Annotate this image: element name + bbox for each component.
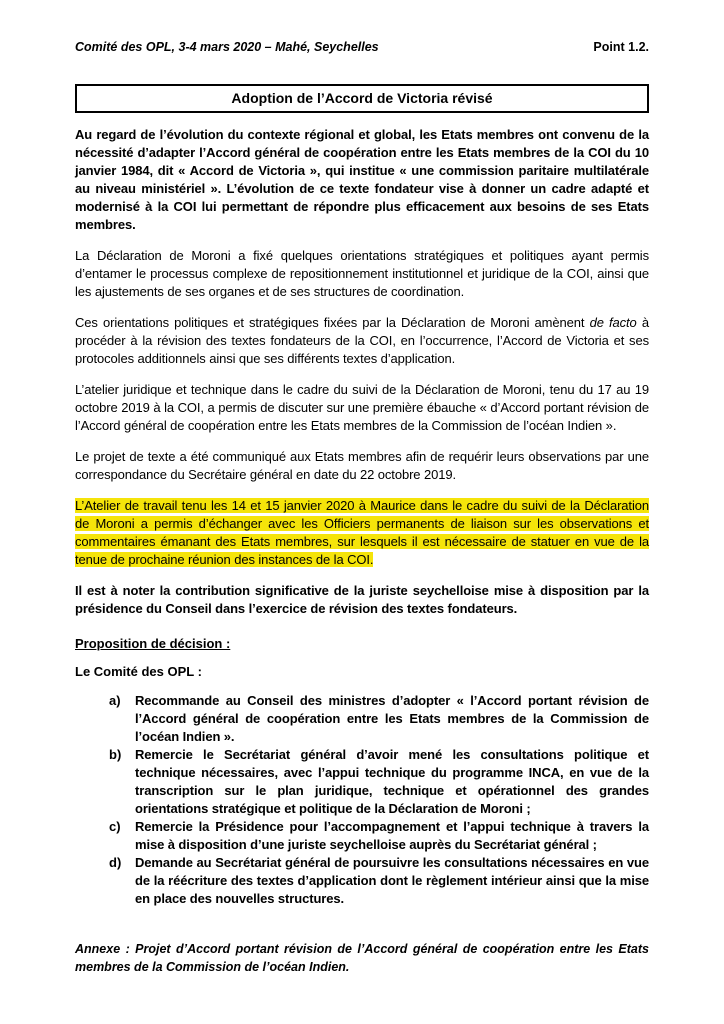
- highlighted-text: L’Atelier de travail tenu les 14 et 15 janvier 2020 à Maurice dans le cadre du suivi de la Déclaration de Moroni a permis d’échanger avec les Officiers permanents de liaison sur les observations et commentaires émanant des Etats membres, sur lesquels il est nécessaire de statuer en vue de la tenue de prochaine réunion des instances de la COI.: [75, 498, 649, 567]
- list-item-b: [75, 746, 649, 818]
- paragraph-atelier-travail: [75, 497, 649, 569]
- paragraph-moroni: La Déclaration de Moroni a fixé quelques orientations stratégiques et politiques ayant permis d’entamer le processus complexe de repositionnement institutionnel et juridique de la COI, ainsi que les ajustements de ses organes et de ses structures de coordination.: [75, 248, 649, 299]
- list-marker: c): [109, 819, 121, 834]
- list-marker: d): [109, 855, 122, 870]
- annex-note: Annexe : Projet d’Accord portant révision de l’Accord général de coopération entre les Etats membres de la Commission de l’océan Indien.: [75, 942, 649, 974]
- paragraph-orientations: [75, 314, 649, 368]
- paragraph-juriste: Il est à noter la contribution significative de la juriste seychelloise mise à disposition par la présidence du Conseil dans l’exercice de révision des textes fondateurs.: [75, 583, 649, 616]
- paragraph-orientations-part1: Ces orientations politiques et stratégiques fixées par la Déclaration de Moroni amènent: [75, 315, 590, 330]
- list-marker: a): [109, 693, 121, 708]
- list-item-text: Recommande au Conseil des ministres d’adopter « l’Accord portant révision de l’Accord général de coopération entre les Etats membres de la Commission de l’océan Indien ».: [135, 693, 649, 744]
- committee-heading: Le Comité des OPL :: [75, 664, 202, 679]
- list-item-c: [75, 818, 649, 854]
- paragraph-intro: Au regard de l’évolution du contexte régional et global, les Etats membres ont convenu de la nécessité d’adapter l’Accord général de coopération entre les Etats membres de la COI du 10 janvier 1984, dit « Accord de Victoria », qui institue « une commission paritaire multilatérale au niveau ministériel ». L’évolution de ce texte fondateur vise à donner un cadre adapté et modernisé à la COI lui permettant de répondre plus efficacement aux besoins de ses Etats membres.: [75, 127, 649, 232]
- decision-heading: Proposition de décision :: [75, 636, 231, 651]
- decision-list: [75, 692, 649, 908]
- header-committee-line: Comité des OPL, 3-4 mars 2020 – Mahé, Seychelles: [75, 40, 379, 54]
- list-marker: b): [109, 747, 122, 762]
- list-item-text: Demande au Secrétariat général de poursuivre les consultations nécessaires en vue de la réécriture des textes d’application dont le règlement intérieur ainsi que la mise en place des nouvelles structures.: [135, 855, 649, 906]
- title-box: [75, 84, 649, 113]
- document-header: [75, 40, 649, 54]
- paragraph-orientations-defacto: de facto: [589, 315, 637, 330]
- header-agenda-point: Point 1.2.: [593, 40, 649, 54]
- list-item-a: [75, 692, 649, 746]
- paragraph-projet-texte: Le projet de texte a été communiqué aux Etats membres afin de requérir leurs observations par une correspondance du Secrétaire général en date du 22 octobre 2019.: [75, 449, 649, 482]
- paragraph-orientations-part2: à procéder à la révision des textes fondateurs de la COI, en l’occurrence, l’Accord de Victoria et ses protocoles additionnels ainsi que ses différents textes d’application.: [75, 315, 649, 366]
- paragraph-atelier-juridique: L’atelier juridique et technique dans le cadre du suivi de la Déclaration de Moroni, tenu du 17 au 19 octobre 2019 à la COI, a permis de discuter sur une première ébauche « d’Accord portant révision de l’Accord général de coopération entre les Etats membres de la Commission de l’océan Indien ».: [75, 382, 649, 433]
- list-item-text: Remercie le Secrétariat général d’avoir mené les consultations politique et technique nécessaires, avec l’appui technique du programme INCA, en vue de la transcription sur le plan juridique, technique et opérationnel des grandes orientations stratégique et politique de la Déclaration de Moroni ;: [135, 747, 649, 816]
- document-title: Adoption de l’Accord de Victoria révisé: [231, 90, 493, 106]
- document-content: [75, 40, 649, 976]
- list-item-text: Remercie la Présidence pour l’accompagnement et l’appui technique à travers la mise à disposition d’une juriste seychelloise auprès du Secrétariat général ;: [135, 819, 649, 852]
- list-item-d: [75, 854, 649, 908]
